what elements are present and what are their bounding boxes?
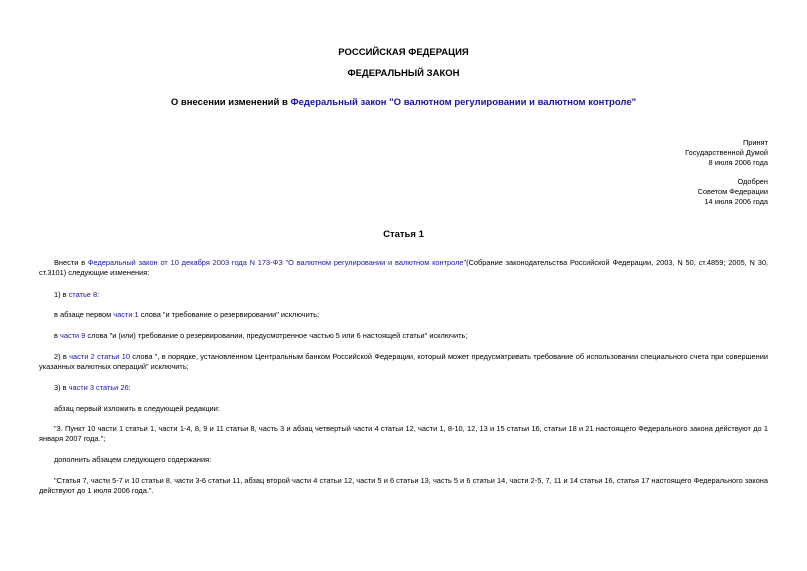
item-2-post: слова ", в порядке, установленном Центральным банком Российской Федерации, который может предусматривать требование об использовании специального счета при совершении указанных валютных операций" исключить; [39, 352, 768, 372]
accepted-line-3: 8 июля 2006 года [708, 158, 768, 168]
item-1-subparagraph-1 [39, 310, 768, 320]
paragraph-intro [39, 258, 768, 279]
item-3-subparagraph-1: абзац первый изложить в следующей редакции: [54, 404, 220, 413]
item-3-quote-2: "Статья 7, части 5-7 и 10 статьи 8, части 3-6 статьи 11, абзац второй части 4 статьи 12, части 5 и 6 статьи 13, часть 5 и 6 статьи 14, части 2-5, 7, 11 и 14 статьи 16, статья 17 настоящего Федерального закона действуют до 1 июля 2006 года.". [39, 476, 768, 496]
approved-line-3: 14 июля 2006 года [704, 197, 768, 207]
doc-type-heading: ФЕДЕРАЛЬНЫЙ ЗАКОН [347, 68, 460, 79]
part-1-link[interactable]: части 1 [113, 310, 139, 319]
paragraph-intro-post: (Собрание законодательства Российской Федерации, 2003, N 50, ст.4859; 2005, N 30, ст.3101) следующие изменения: [39, 258, 768, 278]
item-1-pre: 1) в [54, 290, 69, 299]
item-1-post: : [97, 290, 100, 299]
part-3-article-26-link[interactable]: части 3 статьи 26 [68, 383, 129, 392]
item-3-pre: 3) в [54, 383, 69, 392]
accepted-line-2: Государственной Думой [685, 148, 768, 158]
accepted-block [685, 138, 768, 169]
item-1-sub1-pre: в абзаце первом [54, 310, 114, 319]
article-8-link[interactable]: статье 8 [68, 290, 98, 299]
item-1-sub1-post: слова "и требование о резервировании" исключить; [138, 310, 319, 319]
item-1 [39, 290, 768, 300]
part-9-link[interactable]: части 9 [59, 331, 86, 340]
law-title [0, 97, 807, 108]
item-3-subparagraph-2: дополнить абзацем следующего содержания: [54, 455, 212, 464]
approved-line-1: Одобрен [737, 177, 768, 186]
approved-block [698, 177, 768, 208]
article-heading: Статья 1 [383, 229, 424, 240]
item-2-pre: 2) в [54, 352, 70, 361]
accepted-line-1: Принят [742, 138, 768, 147]
item-3 [39, 383, 768, 393]
item-3-post: : [128, 383, 131, 392]
law-title-link[interactable]: Федеральный закон "О валютном регулировании и валютном контроле" [290, 97, 637, 108]
part-2-article-10-link[interactable]: части 2 статьи 10 [69, 352, 130, 361]
item-2 [39, 352, 768, 373]
approved-line-2: Советом Федерации [697, 187, 768, 197]
item-1-sub2-pre: в [54, 331, 60, 340]
item-1-sub2-post: слова "и (или) требование о резервировании, предусмотренное частью 5 или 6 настоящей статьи" исключить; [85, 331, 468, 340]
country-heading: РОССИЙСКАЯ ФЕДЕРАЦИЯ [338, 47, 469, 58]
item-3-quote-1: "3. Пункт 10 части 1 статьи 1, части 1-4, 8, 9 и 11 статьи 8, часть 3 и абзац четвертый части 4 статьи 12, части 1, 8-10, 12, 13 и 15 статьи 16, статьи 18 и 21 настоящего Федерального закона действуют до 1 января 2007 года."; [39, 424, 768, 444]
law-173-fz-link[interactable]: Федеральный закон от 10 декабря 2003 года N 173-ФЗ "О валютном регулировании и валютном контроле" [87, 258, 467, 267]
item-1-subparagraph-2 [39, 331, 768, 341]
paragraph-intro-pre: Внести в [54, 258, 88, 267]
law-title-prefix: О внесении изменений в [170, 97, 291, 108]
